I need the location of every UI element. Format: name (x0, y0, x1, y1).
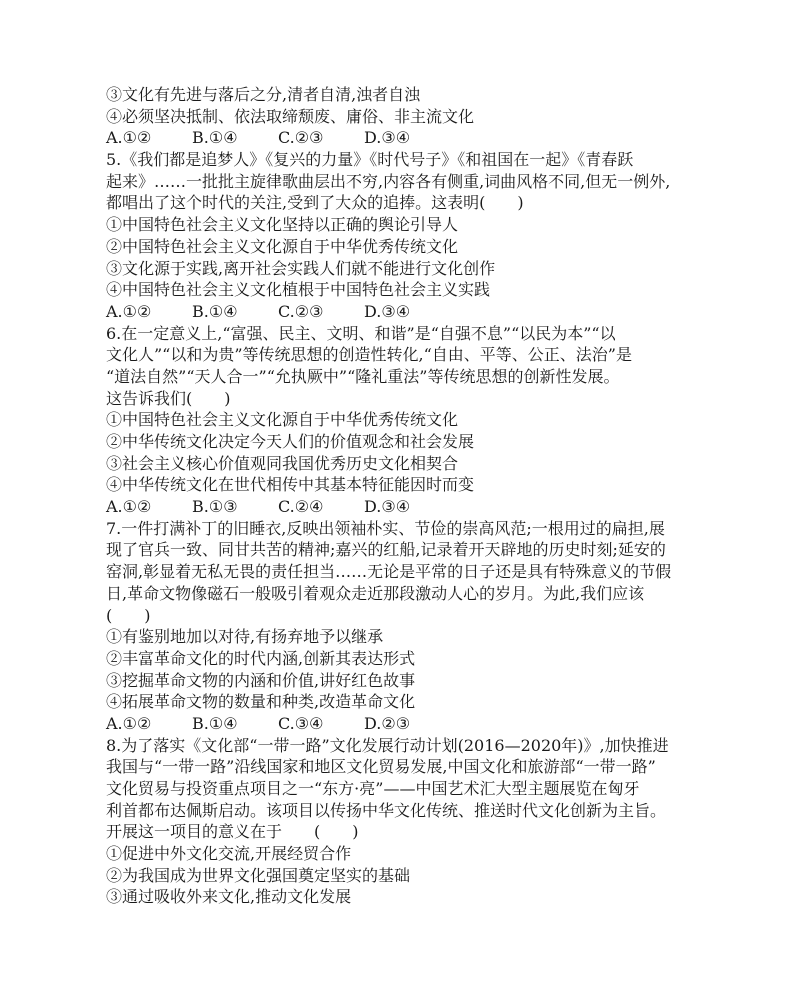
q6-stem-line: 这告诉我们( ) (106, 388, 231, 408)
q7-stem-line: 7.一件打满补丁的旧睡衣,反映出领袖朴实、节俭的崇高风范;一根用过的扁担,展 (106, 518, 665, 538)
q4-options (106, 127, 706, 149)
q7-item-3: ③挖掘革命文物的内涵和价值,讲好红色故事 (106, 670, 416, 690)
option-d: D.③④ (364, 301, 411, 321)
option-a: A.①② (106, 301, 152, 321)
q5-stem-line: 5.《我们都是追梦人》《复兴的力量》《时代号子》《和祖国在一起》《青春跃 (106, 150, 634, 170)
option-d: D.③④ (364, 128, 411, 148)
q6-stem-line: “道法自然”“天人合一”“允执厥中”“隆礼重法”等传统思想的创新性发展。 (106, 366, 620, 386)
q6-stem-line: 文化人”“以和为贵”等传统思想的创造性转化,“自由、平等、公正、法治”是 (106, 345, 632, 365)
q4-item-4: ④必须坚决抵制、依法取缔颓废、庸俗、非主流文化 (106, 106, 475, 126)
q4-item-3: ③文化有先进与落后之分,清者自清,浊者自浊 (106, 85, 421, 104)
q6-item-2: ②中华传统文化决定今天人们的价值观念和社会发展 (106, 432, 475, 451)
q8-stem-line: 文化贸易与投资重点项目之一“东方·亮”——中国艺术汇大型主题展览在匈牙 (106, 779, 640, 798)
q6-item-1: ①中国特色社会主义文化源自于中华优秀传统文化 (106, 410, 459, 430)
q7-stem-line: ( ) (106, 605, 151, 625)
option-d: D.②③ (364, 713, 411, 733)
q5-item-3: ③文化源于实践,离开社会实践人们就不能进行文化创作 (106, 258, 496, 278)
option-c: C.②④ (278, 497, 324, 517)
q5-stem-line: 起来》……一批批主旋律歌曲层出不穷,内容各有侧重,词曲风格不同,但无一例外, (106, 171, 671, 191)
q7-item-2: ②丰富革命文化的时代内涵,创新其表达形式 (106, 648, 416, 668)
page-content (106, 84, 706, 908)
q7-options (106, 713, 706, 735)
q7-stem-line: 日,革命文物像磁石一般吸引着观众走近那段激动人心的岁月。为此,我们应该 (106, 583, 645, 603)
q8-stem-line: 8.为了落实《文化部“一带一路”文化发展行动计划(2016—2020年)》,加快推进 (106, 735, 669, 755)
option-b: B.①④ (192, 713, 238, 733)
option-d: D.③④ (364, 497, 411, 517)
option-c: C.②③ (278, 301, 324, 321)
option-a: A.①② (106, 128, 152, 148)
option-a: A.①② (106, 713, 152, 733)
q8-stem-line: 开展这一项目的意义在于 ( ) (106, 822, 359, 842)
q5-item-1: ①中国特色社会主义文化坚持以正确的舆论引导人 (106, 215, 459, 235)
option-c: C.②③ (278, 128, 324, 148)
q5-item-4: ④中国特色社会主义文化植根于中国特色社会主义实践 (106, 280, 491, 300)
q8-item-1: ①促进中外文化交流,开展经贸合作 (106, 844, 352, 864)
q7-item-1: ①有鉴别地加以对待,有扬弃地予以继承 (106, 627, 384, 647)
q7-stem-line: 窑洞,彰显着无私无畏的责任担当……无论是平常的日子还是具有特殊意义的节假 (106, 562, 672, 582)
q7-stem-line: 现了官兵一致、同甘共苦的精神;嘉兴的红船,记录着开天辟地的历史时刻;延安的 (106, 540, 666, 560)
option-b: B.①④ (192, 128, 238, 148)
q6-item-4: ④中华传统文化在世代相传中其基本特征能因时而变 (106, 475, 475, 495)
option-b: B.①④ (192, 301, 238, 321)
q8-item-2: ②为我国成为世界文化强国奠定坚实的基础 (106, 865, 411, 885)
q5-item-2: ②中国特色社会主义文化源自于中华优秀传统文化 (106, 236, 459, 256)
q6-stem-line: 6.在一定意义上,“富强、民主、文明、和谐”是“自强不息”“以民为本”“以 (106, 323, 616, 343)
option-a: A.①② (106, 497, 152, 517)
option-b: B.①③ (192, 497, 238, 517)
q5-options (106, 301, 706, 323)
q5-stem-line: 都唱出了这个时代的关注,受到了大众的追捧。这表明( ) (106, 193, 524, 213)
q6-item-3: ③社会主义核心价值观同我国优秀历史文化相契合 (106, 453, 459, 473)
option-c: C.③④ (278, 713, 324, 733)
q8-stem-line: 利首都布达佩斯启动。该项目以传扬中华文化传统、推送时代文化创新为主旨。 (106, 800, 667, 820)
q7-item-4: ④拓展革命文物的数量和种类,改造革命文化 (106, 692, 416, 712)
q6-options (106, 496, 706, 518)
q8-stem-line: 我国与“一带一路”沿线国家和地区文化贸易发展,中国文化和旅游部“一带一路” (106, 757, 656, 777)
q8-item-3: ③通过吸收外来文化,推动文化发展 (106, 887, 352, 907)
